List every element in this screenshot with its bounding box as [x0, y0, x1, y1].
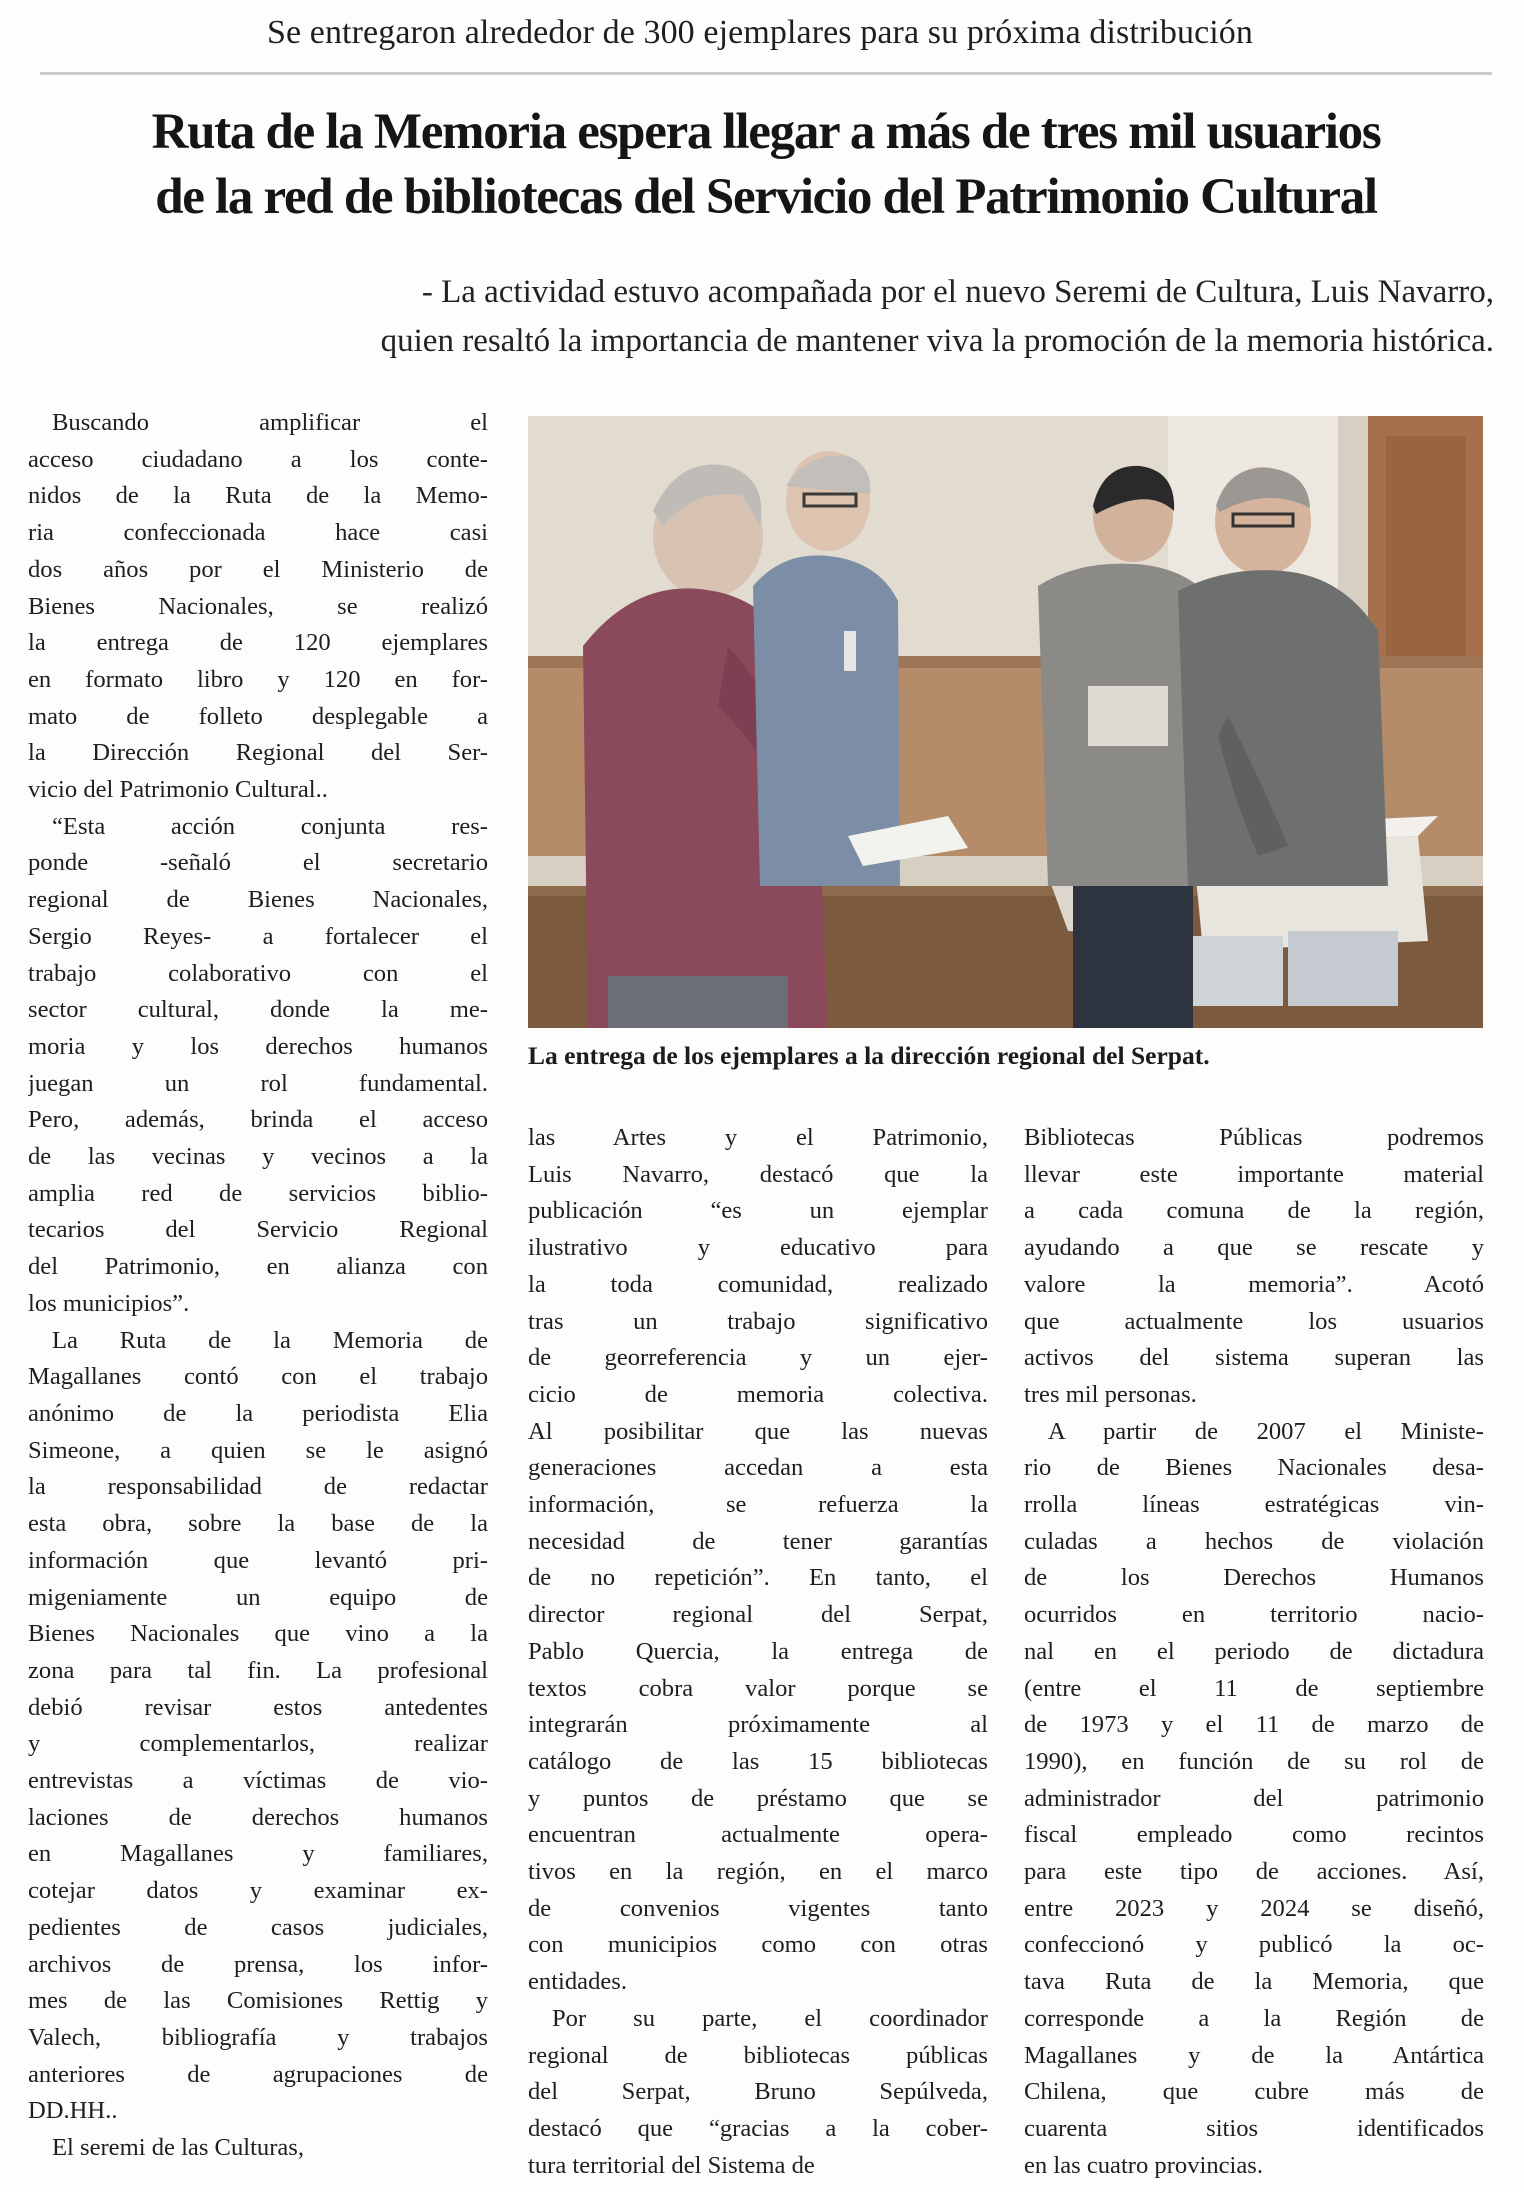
article-text-line: debió revisar estos antedentes [28, 1693, 488, 1721]
article-text-line: información, se refuerza la [528, 1491, 988, 1519]
article-text-line: administrador del patrimonio [1024, 1784, 1484, 1812]
article-text-line: valore la memoria”. Acotó [1024, 1270, 1484, 1298]
article-text-line: mes de las Comisiones Rettig y [28, 1987, 488, 2015]
article-text-line: del Serpat, Bruno Sepúlveda, [528, 2078, 988, 2106]
kicker-divider [40, 72, 1492, 75]
article-text-line: ocurridos en territorio nacio- [1024, 1601, 1484, 1629]
article-text-line: 1990), en función de su rol de [1024, 1747, 1484, 1775]
article-text-line: dos años por el Ministerio de [28, 555, 488, 583]
article-text-line: en las cuatro provincias. [1024, 2151, 1264, 2179]
article-text-line: textos cobra valor porque se [528, 1674, 988, 1702]
article-text-line: cotejar datos y examinar ex- [28, 1877, 488, 1905]
article-text-line: de convenios vigentes tanto [528, 1894, 988, 1922]
subheadline [30, 268, 1494, 366]
subheadline-line: - La actividad estuvo acompañada por el nuevo Seremi de Cultura, Luis Navarro, [421, 274, 1494, 310]
article-text-line: amplia red de servicios biblio- [28, 1179, 488, 1207]
article-text-line: con municipios como con otras [528, 1931, 988, 1959]
article-text-line: (entre el 11 de septiembre [1024, 1674, 1484, 1702]
article-text-line: “Esta acción conjunta res- [52, 812, 488, 840]
article-text-line: corresponde a la Región de [1024, 2004, 1484, 2032]
article-text-line: de los Derechos Humanos [1024, 1564, 1484, 1592]
article-text-line: archivos de prensa, los infor- [28, 1950, 488, 1978]
article-text-line: Simeone, a quien se le asignó [28, 1436, 488, 1464]
article-text-line: Luis Navarro, destacó que la [528, 1160, 988, 1188]
article-text-line: tivos en la región, en el marco [528, 1858, 988, 1886]
kicker: Se entregaron alrededor de 300 ejemplares para su próxima distribución [266, 14, 1254, 51]
article-column-1 [28, 405, 488, 2167]
article-text-line: director regional del Serpat, [528, 1601, 988, 1629]
article-text-line: en formato libro y 120 en for- [28, 665, 488, 693]
article-text-line: a cada comuna de la región, [1024, 1197, 1484, 1225]
article-text-line: y complementarlos, realizar [28, 1730, 488, 1758]
article-text-line: para este tipo de acciones. Así, [1024, 1858, 1484, 1886]
article-text-line: integrarán próximamente al [528, 1711, 988, 1739]
article-text-line: DD.HH.. [28, 2097, 118, 2125]
article-text-line: entrevistas a víctimas de vio- [28, 1767, 488, 1795]
article-text-line: Al posibilitar que las nuevas [528, 1417, 988, 1445]
article-text-line: Sergio Reyes- a fortalecer el [28, 922, 488, 950]
article-text-line: la Dirección Regional del Ser- [28, 739, 488, 767]
article-text-line: fiscal empleado como recintos [1024, 1821, 1484, 1849]
article-text-line: la responsabilidad de redactar [28, 1473, 488, 1501]
article-text-line: cicio de memoria colectiva. [528, 1380, 988, 1408]
article-text-line: nidos de la Ruta de la Memo- [28, 482, 488, 510]
article-text-line: acceso ciudadano a los conte- [28, 445, 488, 473]
article-text-line: El seremi de las Culturas, [52, 2134, 305, 2162]
article-text-line: catálogo de las 15 bibliotecas [528, 1747, 988, 1775]
article-text-line: La Ruta de la Memoria de [52, 1326, 488, 1354]
article-text-line: en Magallanes y familiares, [28, 1840, 488, 1868]
article-text-line: llevar este importante material [1024, 1160, 1484, 1188]
article-text-line: ayudando a que se rescate y [1024, 1234, 1484, 1262]
article-text-line: activos del sistema superan las [1024, 1344, 1484, 1372]
headline-line: Ruta de la Memoria espera llegar a más de tres mil usuarios [151, 104, 1381, 160]
article-text-line: tava Ruta de la Memoria, que [1024, 1968, 1484, 1996]
article-text-line: migeniamente un equipo de [28, 1583, 488, 1611]
article-text-line: información que levantó pri- [28, 1546, 488, 1574]
article-text-line: rrolla líneas estratégicas vin- [1024, 1491, 1484, 1519]
article-text-line: esta obra, sobre la base de la [28, 1510, 488, 1538]
article-text-line: ponde -señaló el secretario [28, 849, 488, 877]
article-text-line: juegan un rol fundamental. [28, 1069, 488, 1097]
photo-caption: La entrega de los ejemplares a la dirección regional del Serpat. [528, 1041, 1210, 1070]
article-text-line: trabajo colaborativo con el [28, 959, 488, 987]
article-text-line: Chilena, que cubre más de [1024, 2078, 1484, 2106]
article-text-line: Bibliotecas Públicas podremos [1024, 1124, 1484, 1151]
article-text-line: tras un trabajo significativo [528, 1307, 988, 1335]
article-text-line: sector cultural, donde la me- [28, 996, 488, 1024]
article-text-line: necesidad de tener garantías [528, 1527, 988, 1555]
article-text-line: cuarenta sitios identificados [1024, 2114, 1484, 2142]
article-text-line: ilustrativo y educativo para [528, 1234, 988, 1262]
article-text-line: de 1973 y el 11 de marzo de [1024, 1711, 1484, 1739]
article-text-line: culadas a hechos de violación [1024, 1527, 1484, 1555]
article-column-2 [528, 1120, 988, 2184]
article-text-line: de las vecinas y vecinos a la [28, 1143, 488, 1171]
article-text-line: destacó que “gracias a la cober- [528, 2114, 988, 2142]
article-text-line: A partir de 2007 el Ministe- [1048, 1417, 1484, 1445]
article-text-line: generaciones accedan a esta [528, 1454, 988, 1482]
article-text-line: zona para tal fin. La profesional [28, 1656, 488, 1684]
article-text-line: vicio del Patrimonio Cultural.. [28, 776, 328, 804]
article-text-line: Pero, además, brinda el acceso [28, 1106, 488, 1134]
article-text-line: pedientes de casos judiciales, [28, 1913, 488, 1941]
article-text-line: y puntos de préstamo que se [528, 1784, 988, 1812]
headline-line: de la red de bibliotecas del Servicio del Patrimonio Cultural [155, 169, 1377, 225]
article-text-line: Magallanes y de la Antártica [1024, 2041, 1484, 2069]
article-text-line: Por su parte, el coordinador [552, 2004, 988, 2032]
article-text-line: del Patrimonio, en alianza con [28, 1253, 488, 1281]
article-text-line: la entrega de 120 ejemplares [28, 629, 488, 657]
article-text-line: confeccionó y publicó la oc- [1024, 1931, 1484, 1959]
article-text-line: regional de Bienes Nacionales, [28, 886, 488, 914]
article-text-line: anónimo de la periodista Elia [28, 1399, 488, 1427]
article-text-line: publicación “es un ejemplar [528, 1197, 988, 1225]
article-text-line: los municipios”. [28, 1289, 190, 1317]
article-text-line: encuentran actualmente opera- [528, 1821, 988, 1849]
article-text-line: las Artes y el Patrimonio, [528, 1124, 988, 1151]
article-text-line: que actualmente los usuarios [1024, 1307, 1484, 1335]
article-text-line: ria confeccionada hace casi [28, 519, 488, 547]
article-text-line: la toda comunidad, realizado [528, 1270, 988, 1298]
subheadline-line: quien resaltó la importancia de mantener viva la promoción de la memoria histórica. [380, 323, 1494, 359]
article-text-line: moria y los derechos humanos [28, 1032, 488, 1060]
article-text-line: laciones de derechos humanos [28, 1803, 488, 1831]
article-text-line: Buscando amplificar el [52, 409, 488, 436]
article-text-line: nal en el periodo de dictadura [1024, 1637, 1484, 1665]
headline [40, 100, 1492, 230]
article-text-line: regional de bibliotecas públicas [528, 2041, 988, 2069]
article-text-line: Magallanes contó con el trabajo [28, 1363, 488, 1391]
article-text-line: mato de folleto desplegable a [28, 702, 488, 730]
article-text-line: entidades. [528, 1968, 628, 1996]
article-column-3 [1024, 1120, 1484, 2184]
article-text-line: tres mil personas. [1024, 1380, 1197, 1408]
article-text-line: tura territorial del Sistema de [528, 2151, 815, 2179]
article-text-line: Valech, bibliografía y trabajos [28, 2023, 488, 2051]
article-text-line: Bienes Nacionales que vino a la [28, 1620, 488, 1648]
article-text-line: entre 2023 y 2024 se diseñó, [1024, 1894, 1484, 1922]
article-text-line: de georreferencia y un ejer- [528, 1344, 988, 1372]
article-text-line: tecarios del Servicio Regional [28, 1216, 488, 1244]
article-text-line: Pablo Quercia, la entrega de [528, 1637, 988, 1665]
article-text-line: anteriores de agrupaciones de [28, 2060, 488, 2088]
article-photo [528, 416, 1483, 1028]
article-text-line: rio de Bienes Nacionales desa- [1024, 1454, 1484, 1482]
article-text-line: Bienes Nacionales, se realizó [28, 592, 488, 620]
article-text-line: de no repetición”. En tanto, el [528, 1564, 988, 1592]
